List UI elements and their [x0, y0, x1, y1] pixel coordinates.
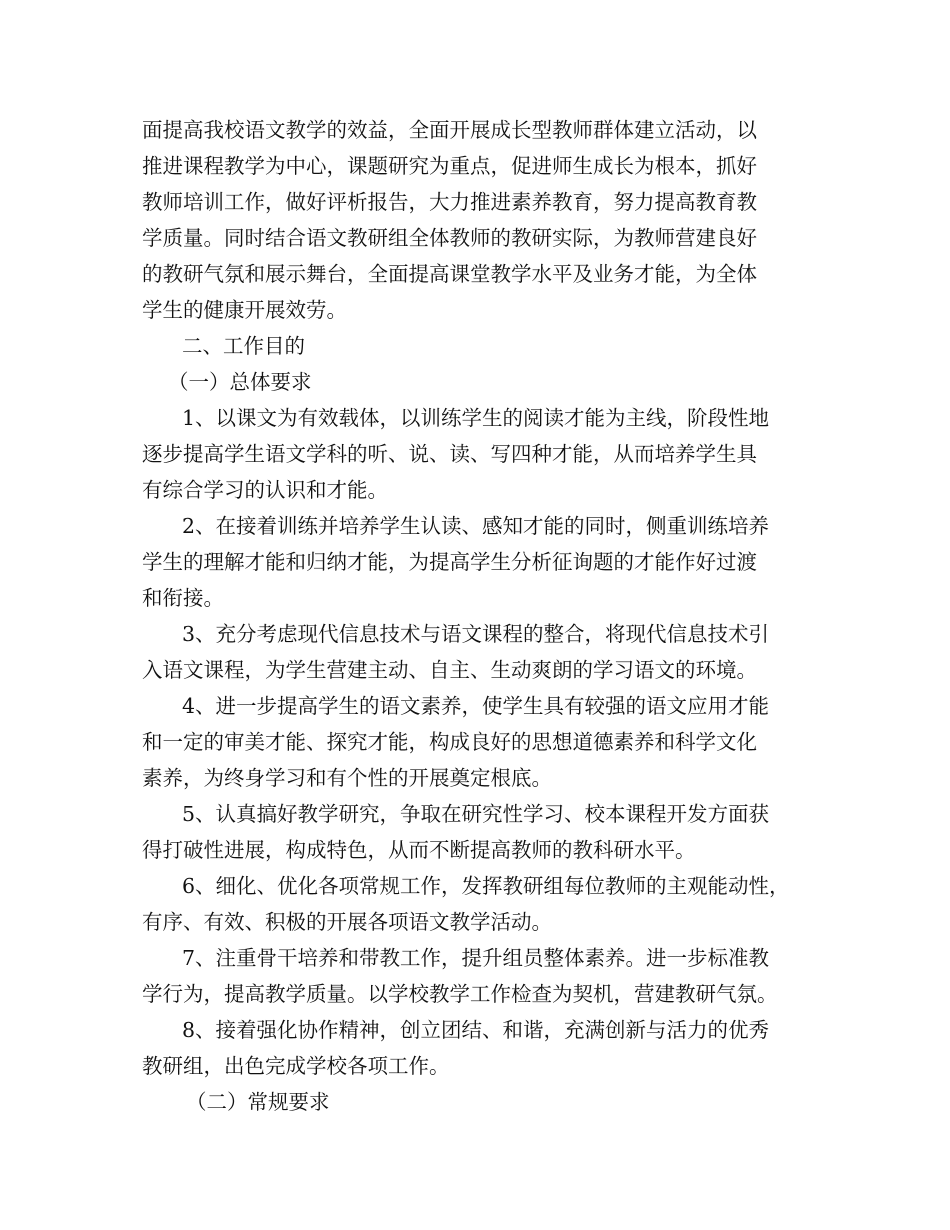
paragraph-line: 推进课程教学为中心，课题研究为重点，促进师生成长为根本，抓好: [142, 154, 757, 178]
list-item-line: 和一定的审美才能、探究才能，构成良好的思想道德素养和科学文化: [142, 730, 757, 754]
list-item-line: 学生的理解才能和归纳才能，为提高学生分析征询题的才能作好过渡: [142, 550, 757, 574]
list-item-line: 得打破性进展，构成特色，从而不断提高教师的教科研水平。: [142, 838, 696, 862]
list-item-line: 和衔接。: [142, 586, 224, 610]
list-item-line: 教研组，出色完成学校各项工作。: [142, 1054, 450, 1078]
paragraph-line: 教师培训工作，做好评析报告，大力推进素养教育，努力提高教育教: [142, 190, 757, 214]
list-item-line: 4、进一步提高学生的语文素养，使学生具有较强的语文应用才能: [182, 694, 770, 718]
list-item-line: 入语文课程，为学生营建主动、自主、生动爽朗的学习语文的环境。: [142, 658, 757, 682]
list-item-line: 素养，为终身学习和有个性的开展奠定根底。: [142, 766, 552, 790]
list-item-line: 3、充分考虑现代信息技术与语文课程的整合，将现代信息技术引: [182, 622, 770, 646]
list-item-line: 2、在接着训练并培养学生认读、感知才能的同时，侧重训练培养: [182, 514, 770, 538]
paragraph-line: 学生的健康开展效劳。: [142, 298, 347, 322]
list-item-line: 7、注重骨干培养和带教工作，提升组员整体素养。进一步标准教: [182, 946, 770, 970]
list-item-line: 逐步提高学生语文学科的听、说、读、写四种才能，从而培养学生具: [142, 442, 757, 466]
list-item-line: 有序、有效、积极的开展各项语文教学活动。: [142, 910, 552, 934]
list-item-line: 有综合学习的认识和才能。: [142, 478, 388, 502]
paragraph-line: 面提高我校语文教学的效益，全面开展成长型教师群体建立活动，以: [142, 118, 757, 142]
list-item-line: 5、认真搞好教学研究，争取在研究性学习、校本课程开发方面获: [182, 802, 770, 826]
list-item-line: 8、接着强化协作精神，创立团结、和谐，充满创新与活力的优秀: [182, 1018, 770, 1042]
paragraph-line: 的教研气氛和展示舞台，全面提高课堂教学水平及业务才能，为全体: [142, 262, 757, 286]
subsection-heading: （一）总体要求: [168, 370, 312, 394]
subsection-heading: （二）常规要求: [186, 1090, 330, 1114]
list-item-line: 6、细化、优化各项常规工作，发挥教研组每位教师的主观能动性，: [182, 874, 790, 898]
list-item-line: 1、以课文为有效载体，以训练学生的阅读才能为主线，阶段性地: [182, 406, 770, 430]
list-item-line: 学行为，提高教学质量。以学校教学工作检查为契机，营建教研气氛。: [142, 982, 778, 1006]
paragraph-line: 学质量。同时结合语文教研组全体教师的教研实际，为教师营建良好: [142, 226, 757, 250]
section-heading: 二、工作目的: [182, 334, 305, 358]
